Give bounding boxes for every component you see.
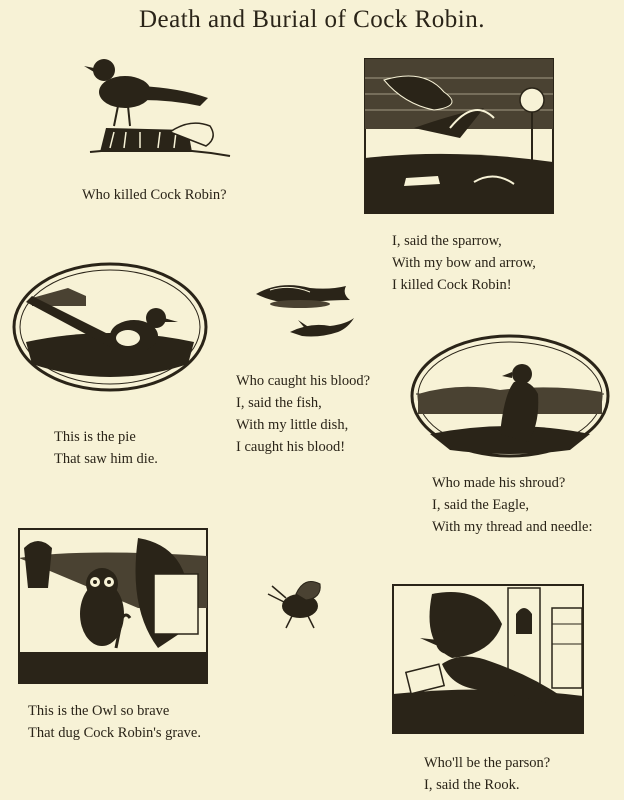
verse-line: With my bow and arrow, (392, 255, 536, 271)
page-title: Death and Burial of Cock Robin. (139, 6, 485, 33)
fish-illustration (250, 272, 360, 348)
eagle-illustration (410, 334, 610, 458)
fish-verse (236, 370, 370, 458)
verse-line: I, said the Rook. (424, 777, 520, 793)
beetle-illustration (262, 572, 336, 632)
verse-line: That dug Cock Robin's grave. (28, 725, 201, 741)
verse-line: I killed Cock Robin! (392, 277, 512, 293)
verse-line: With my little dish, (236, 417, 349, 433)
sparrow-illustration (364, 58, 554, 214)
verse-line: This is the pie (54, 429, 136, 445)
verse-line: Who made his shroud? (432, 475, 566, 491)
verse-line: Who killed Cock Robin? (82, 187, 227, 203)
owl-verse (28, 700, 201, 744)
verse-line: That saw him die. (54, 451, 158, 467)
owl-illustration (18, 528, 208, 684)
verse-line: I, said the fish, (236, 395, 322, 411)
verse-line: I, said the Eagle, (432, 497, 530, 513)
rook-verse (424, 752, 550, 796)
robin-verse (82, 184, 227, 206)
robin-illustration (80, 52, 240, 164)
pie-verse (54, 426, 158, 470)
verse-line: With my thread and needle: (432, 519, 593, 535)
sparrow-verse (392, 230, 536, 296)
verse-line: I caught his blood! (236, 439, 346, 455)
verse-line: Who'll be the parson? (424, 755, 551, 771)
rook-illustration (392, 584, 584, 734)
eagle-verse (432, 472, 592, 538)
magpie-illustration (12, 262, 208, 392)
verse-line: Who caught his blood? (236, 373, 371, 389)
verse-line: This is the Owl so brave (28, 703, 170, 719)
verse-line: I, said the sparrow, (392, 233, 502, 249)
